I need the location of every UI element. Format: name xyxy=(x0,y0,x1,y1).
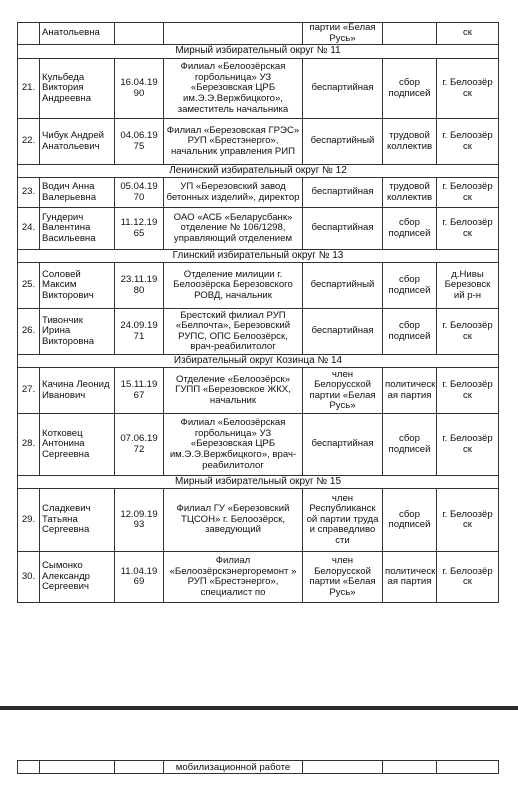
candidate-row xyxy=(18,178,499,208)
district-title: Ленинский избирательный округ № 12 xyxy=(18,165,499,178)
nomination-method: сбор подписей xyxy=(383,489,437,552)
party-affiliation: беспартийный xyxy=(303,263,383,309)
birth-date: 24.09.19 71 xyxy=(115,309,164,355)
row-number: 30. xyxy=(18,552,40,603)
candidate-name: Тивончик Ирина Викторовна xyxy=(40,309,115,355)
nomination-method xyxy=(383,23,437,45)
district-header-row xyxy=(18,165,499,178)
nomination-method: сбор подписей xyxy=(383,208,437,250)
birth-date: 16.04.19 90 xyxy=(115,59,164,119)
nomination-method: сбор подписей xyxy=(383,309,437,355)
candidate-name: Сладкевич Татьяна Сергеевна xyxy=(40,489,115,552)
residence: г. Белоозёр ск xyxy=(437,309,499,355)
row-number: 28. xyxy=(18,414,40,476)
birth-date: 11.12.19 65 xyxy=(115,208,164,250)
workplace: Филиал «Березовская ГРЭС» РУП «Брестэнерго», начальник управления РИП xyxy=(164,119,303,165)
nomination-method: политическ ая партия xyxy=(383,552,437,603)
continued-row xyxy=(18,23,499,45)
candidate-row xyxy=(18,263,499,309)
candidates-table xyxy=(17,22,499,603)
party-affiliation: беспартийная xyxy=(303,414,383,476)
cont-work: мобилизационной работе xyxy=(164,761,303,774)
residence: г. Белоозёр ск xyxy=(437,414,499,476)
workplace: Филиал «Белоозёрская горбольница» УЗ «Березовская ЦРБ им.Э.Э.Вержбицкого», заместитель начальника xyxy=(164,59,303,119)
workplace: Филиал «Белоозёрская горбольница» УЗ «Березовская ЦРБ им.Э.Э.Вержбицкого», врач-реабилитолог xyxy=(164,414,303,476)
party-affiliation: беспартийная xyxy=(303,178,383,208)
candidate-name: Гундерич Валентина Васильевна xyxy=(40,208,115,250)
district-header-row xyxy=(18,355,499,368)
residence: г. Белоозёр ск xyxy=(437,119,499,165)
candidate-name: Сымонко Александр Сергеевич xyxy=(40,552,115,603)
district-header-row xyxy=(18,250,499,263)
birth-date: 05.04.19 70 xyxy=(115,178,164,208)
workplace: УП «Березовский завод бетонных изделий», директор xyxy=(164,178,303,208)
row-number: 26. xyxy=(18,309,40,355)
workplace: Отделение «Белоозёрск» ГУПП «Березовское ЖКХ, начальник xyxy=(164,368,303,414)
party-affiliation: беспартийная xyxy=(303,59,383,119)
district-title: Мирный избирательный округ № 15 xyxy=(18,476,499,489)
residence: д.Нивы Березовск ий р-н xyxy=(437,263,499,309)
candidate-row xyxy=(18,59,499,119)
district-title: Мирный избирательный округ № 11 xyxy=(18,45,499,59)
district-title: Избирательный округ Козинца № 14 xyxy=(18,355,499,368)
continuation-row xyxy=(18,761,499,774)
row-number: 25. xyxy=(18,263,40,309)
cont-way xyxy=(383,761,437,774)
candidate-row xyxy=(18,489,499,552)
residence: г. Белоозёр ск xyxy=(437,208,499,250)
party-affiliation: член Белорусской партии «Белая Русь» xyxy=(303,552,383,603)
party-affiliation: член Белорусской партии «Белая Русь» xyxy=(303,368,383,414)
workplace: Брестский филиал РУП «Белпочта», Березовский РУПС, ОПС Белоозёрск, врач-реабилитолог xyxy=(164,309,303,355)
residence: ск xyxy=(437,23,499,45)
nomination-method: сбор подписей xyxy=(383,263,437,309)
cont-res xyxy=(437,761,499,774)
nomination-method: сбор подписей xyxy=(383,59,437,119)
party-affiliation: член Республиканск ой партии труда и справедливо сти xyxy=(303,489,383,552)
district-header-row xyxy=(18,45,499,59)
birth-date: 11.04.19 69 xyxy=(115,552,164,603)
row-number: 27. xyxy=(18,368,40,414)
residence: г. Белоозёр ск xyxy=(437,59,499,119)
row-number: 23. xyxy=(18,178,40,208)
party-affiliation: беспартийная xyxy=(303,208,383,250)
birth-date: 15.11.19 67 xyxy=(115,368,164,414)
candidate-name: Чибук Андрей Анатольевич xyxy=(40,119,115,165)
row-number: 24. xyxy=(18,208,40,250)
candidate-name: Кульбеда Виктория Андреевна xyxy=(40,59,115,119)
candidate-row xyxy=(18,309,499,355)
candidate-name: Котковец Антонина Сергеевна xyxy=(40,414,115,476)
workplace: Филиал ГУ «Березовский ТЦСОН» г. Белоозёрск, заведующий xyxy=(164,489,303,552)
candidate-row xyxy=(18,368,499,414)
candidate-row xyxy=(18,208,499,250)
candidate-row xyxy=(18,119,499,165)
candidate-row xyxy=(18,552,499,603)
nomination-method: сбор подписей xyxy=(383,414,437,476)
cont-num xyxy=(18,761,40,774)
residence: г. Белоозёр ск xyxy=(437,552,499,603)
party-affiliation: беспартийный xyxy=(303,119,383,165)
workplace xyxy=(164,23,303,45)
row-number: 22. xyxy=(18,119,40,165)
candidate-row xyxy=(18,414,499,476)
birth-date xyxy=(115,23,164,45)
birth-date: 04.06.19 75 xyxy=(115,119,164,165)
cont-dob xyxy=(115,761,164,774)
residence: г. Белоозёр ск xyxy=(437,178,499,208)
candidate-name: Качина Леонид Иванович xyxy=(40,368,115,414)
candidate-name: Анатольевна xyxy=(40,23,115,45)
row-number xyxy=(18,23,40,45)
page-bottom-sheet xyxy=(0,710,518,800)
party-affiliation: беспартийная xyxy=(303,309,383,355)
birth-date: 23.11.19 80 xyxy=(115,263,164,309)
party-affiliation: партии «Белая Русь» xyxy=(303,23,383,45)
row-number: 21. xyxy=(18,59,40,119)
workplace: ОАО «АСБ «Беларусбанк» отделение № 106/1298, управляющий отделением xyxy=(164,208,303,250)
continuation-table xyxy=(17,760,499,774)
workplace: Филиал «Белоозёрскэнергоремонт » РУП «Брестэнерго», специалист по xyxy=(164,552,303,603)
residence: г. Белоозёр ск xyxy=(437,489,499,552)
cont-fio xyxy=(40,761,115,774)
birth-date: 07.06.19 72 xyxy=(115,414,164,476)
nomination-method: трудовой коллектив xyxy=(383,178,437,208)
workplace: Отделение милиции г. Белоозёрска Березовского РОВД, начальник xyxy=(164,263,303,309)
residence: г. Белоозёр ск xyxy=(437,368,499,414)
cont-party xyxy=(303,761,383,774)
nomination-method: политическ ая партия xyxy=(383,368,437,414)
district-title: Глинский избирательный округ № 13 xyxy=(18,250,499,263)
row-number: 29. xyxy=(18,489,40,552)
candidate-name: Водич Анна Валерьевна xyxy=(40,178,115,208)
nomination-method: трудовой коллектив xyxy=(383,119,437,165)
district-header-row xyxy=(18,476,499,489)
candidate-name: Соловей Максим Викторович xyxy=(40,263,115,309)
birth-date: 12.09.19 93 xyxy=(115,489,164,552)
